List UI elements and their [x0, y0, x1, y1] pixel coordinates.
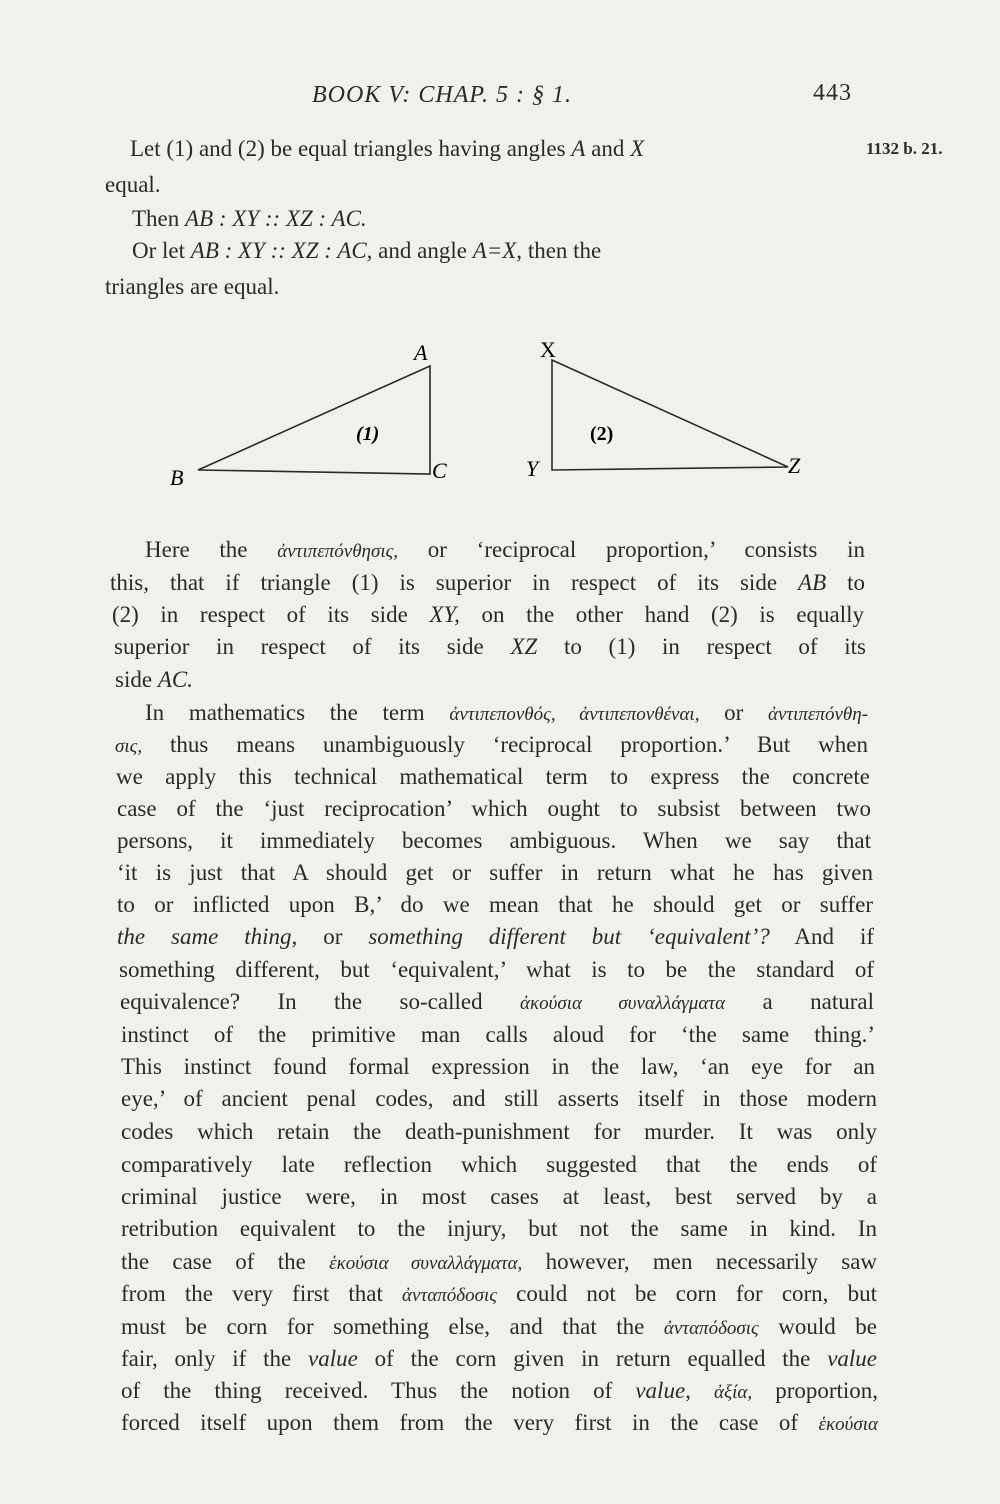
- para1-line-1: [145, 535, 865, 567]
- text-run: or ‘reciprocal proportion,’ consists in: [427, 537, 865, 562]
- intro-line-1: [130, 134, 644, 164]
- para2-line-2: [115, 730, 868, 762]
- angle-label: X: [630, 136, 645, 161]
- italic-word: value: [308, 1346, 358, 1371]
- para2-line-16: criminal justice were, in most cases at least, best served by a: [121, 1184, 877, 1209]
- label-Z: Z: [788, 453, 801, 478]
- proportion: AB : XY :: XZ : AC,: [190, 238, 373, 263]
- text-run: the case of the: [121, 1249, 306, 1274]
- text-run: In mathematics the term: [145, 700, 425, 725]
- text-run: to (1) in respect of its: [563, 634, 867, 659]
- text-run: would be: [778, 1314, 878, 1339]
- para2-line-21: [121, 1344, 877, 1374]
- text-run: on the other hand (2) is equally: [481, 602, 865, 627]
- label-X: X: [540, 337, 556, 362]
- para2-line-20: [121, 1312, 877, 1344]
- text-run: Then: [132, 206, 180, 231]
- para2-line-1: [145, 698, 868, 730]
- label-C: C: [432, 458, 447, 483]
- text-run: could not be corn for corn, but: [516, 1281, 877, 1306]
- greek-term: σις,: [115, 736, 143, 757]
- page-number: 443: [813, 80, 852, 106]
- para2-line-11: instinct of the primitive man calls aloud for ‘the same thing.’: [121, 1022, 875, 1047]
- side-label: AB: [798, 570, 827, 595]
- text-run: thus means unambiguously ‘reciprocal proportion.’ But when: [170, 732, 869, 757]
- text-run: And if: [794, 924, 874, 949]
- text-run: this, that if triangle (1) is superior in respect of its side: [110, 570, 778, 595]
- text-run: Or let: [132, 238, 186, 263]
- intro-line-3: [132, 204, 367, 234]
- running-head: [312, 80, 572, 110]
- text-run: must be corn for something else, and that the: [121, 1314, 645, 1339]
- para2-line-17: retribution equivalent to the injury, but not the same in kind. In: [121, 1216, 877, 1241]
- para2-line-10: [120, 987, 874, 1019]
- text-run: or: [323, 924, 343, 949]
- triangle-2-number: (2): [590, 423, 614, 445]
- text-run: to: [847, 570, 866, 595]
- italic-phrase: something different but ‘equivalent’?: [368, 924, 770, 949]
- side-label: AC.: [157, 667, 193, 692]
- para2-line-6: ‘it is just that A should get or suffer in return what he has given: [117, 860, 873, 885]
- triangle-1: [198, 366, 430, 474]
- text-run: proportion,: [775, 1378, 879, 1403]
- greek-term: ἀκούσια συναλλάγματα: [520, 993, 726, 1014]
- para2-line-18: [121, 1247, 877, 1279]
- angle-equality: A=X,: [472, 238, 523, 263]
- text-run: Here the: [145, 537, 248, 562]
- side-label: XY,: [429, 602, 460, 627]
- para2-line-23: [121, 1408, 878, 1440]
- text-run: side: [115, 667, 153, 692]
- italic-word: value: [827, 1346, 877, 1371]
- italic-phrase: the same thing,: [117, 924, 298, 949]
- text-run: Let (1) and (2) be equal triangles having angles: [130, 136, 566, 161]
- intro-line-2: equal.: [105, 172, 161, 197]
- text-run: equivalence? In the so-called: [120, 989, 483, 1014]
- text-run: of the corn given in return equalled the: [374, 1346, 811, 1371]
- text-run: and: [591, 136, 625, 161]
- label-B: B: [170, 465, 184, 490]
- text-run: from the very first that: [121, 1281, 383, 1306]
- text-run: and angle: [378, 238, 467, 263]
- greek-term: ἀνταπόδοσις: [663, 1318, 759, 1339]
- para2-line-14: codes which retain the death-punishment for murder. It was only: [121, 1119, 877, 1144]
- text-run: forced itself upon them from the very first in the case of: [121, 1410, 799, 1435]
- italic-word: value,: [635, 1378, 691, 1403]
- margin-reference: 1132 b. 21.: [866, 139, 943, 158]
- para2-line-4: case of the ‘just reciprocation’ which ought to subsist between two: [117, 796, 871, 821]
- text-run: a natural: [762, 989, 875, 1014]
- triangles-figure: [160, 330, 860, 500]
- angle-label: A: [571, 136, 586, 161]
- greek-term: ἀντιπεπόνθη-: [767, 704, 868, 725]
- greek-term: ἑκούσια συναλλάγματα,: [329, 1253, 523, 1274]
- para2-line-19: [121, 1279, 877, 1311]
- para2-line-12: This instinct found formal expression in the law, ‘an eye for an: [121, 1054, 875, 1079]
- greek-term: ἀντιπεπόνθησις,: [277, 541, 399, 562]
- intro-line-4: [132, 236, 601, 266]
- running-head-text: BOOK V: CHAP. 5 : § 1.: [312, 82, 572, 108]
- text-run: superior in respect of its side: [114, 634, 484, 659]
- para1-line-3: [112, 600, 864, 630]
- greek-term: ἀντιπεπονθός, ἀντιπεπονθέναι,: [449, 704, 700, 725]
- triangle-2: [552, 360, 788, 470]
- para2-line-7: to or inflicted upon B,’ do we mean that he should get or suffer: [117, 892, 873, 917]
- triangle-1-number: (1): [356, 423, 380, 445]
- text-run: or: [724, 700, 744, 725]
- greek-term: ἑκούσια: [818, 1414, 878, 1435]
- text-run: then the: [527, 238, 602, 263]
- para1-line-4: [114, 632, 866, 662]
- proportion: AB : XY :: XZ : AC.: [185, 206, 367, 231]
- para2-line-15: comparatively late reflection which suggested that the ends of: [121, 1152, 877, 1177]
- label-A: A: [414, 340, 428, 365]
- text-run: however, men necessarily saw: [545, 1249, 878, 1274]
- label-Y: Y: [526, 456, 539, 481]
- text-run: fair, only if the: [121, 1346, 292, 1371]
- para2-line-8: [117, 922, 874, 952]
- para1-line-2: [110, 568, 865, 598]
- para2-line-5: persons, it immediately becomes ambiguous. When we say that: [117, 828, 871, 853]
- greek-term: ἀξία,: [713, 1382, 753, 1403]
- text-run: (2) in respect of its side: [112, 602, 408, 627]
- para2-line-3: we apply this technical mathematical term to express the concrete: [116, 764, 870, 789]
- greek-term: ἀνταπόδοσις: [402, 1285, 497, 1306]
- para2-line-9: something different, but ‘equivalent,’ what is to be the standard of: [119, 957, 874, 982]
- text-run: of the thing received. Thus the notion of: [121, 1378, 613, 1403]
- para1-line-5: [115, 665, 193, 695]
- side-label: XZ: [510, 634, 538, 659]
- para2-line-13: eye,’ of ancient penal codes, and still asserts itself in those modern: [121, 1086, 877, 1111]
- intro-line-5: triangles are equal.: [105, 274, 280, 299]
- para2-line-22: [121, 1376, 878, 1408]
